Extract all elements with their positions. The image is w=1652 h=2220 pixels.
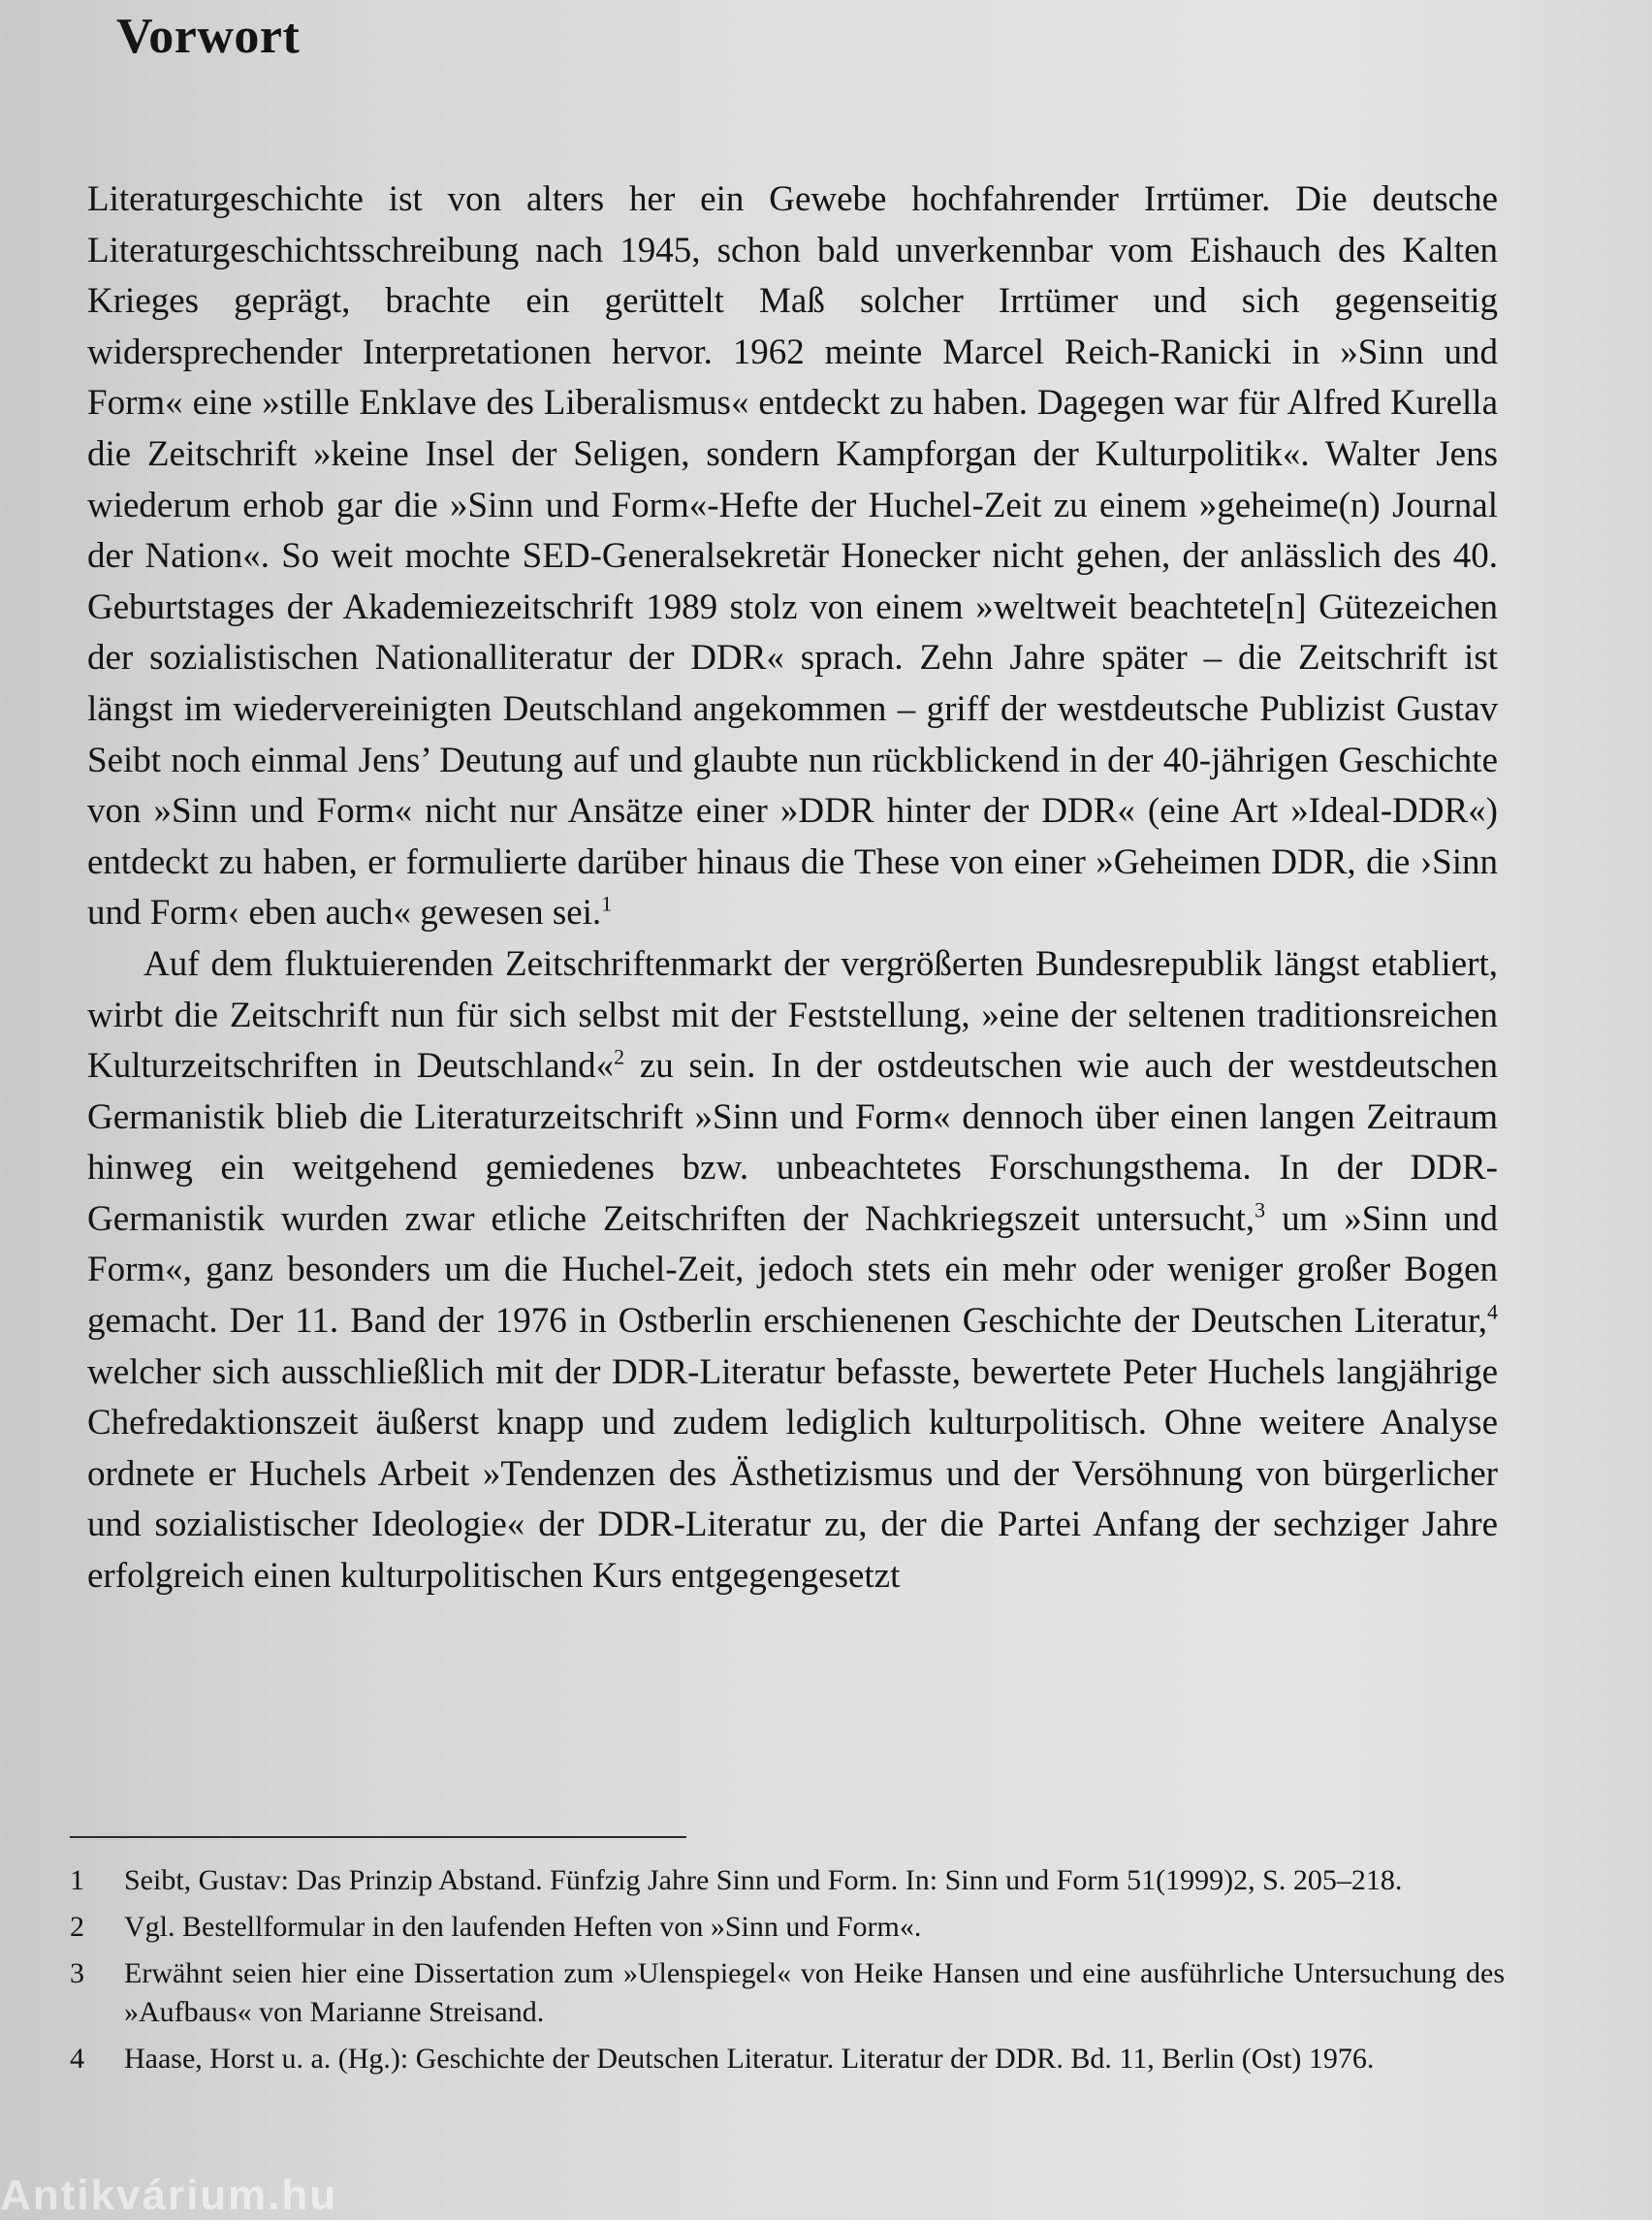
footnote-text: Haase, Horst u. a. (Hg.): Geschichte der Deutschen Literatur. Literatur der DDR. Bd. 11, Berlin (Ost) 1976. [124, 2043, 1375, 2075]
paragraph-2 [87, 939, 1498, 1602]
footnote [70, 1954, 1505, 2032]
body-text [87, 174, 1498, 1602]
footnote-number: 3 [70, 1957, 84, 1989]
watermark: Antikvárium.hu [0, 2172, 338, 2219]
footnote-number: 1 [70, 1864, 84, 1896]
page-title: Vorwort [116, 9, 301, 64]
paragraph-text: welcher sich ausschließlich mit der DDR-Literatur befasste, bewertete Peter Huchels langjährige Chefredaktionszeit äußerst knapp und zudem lediglich kulturpolitisch. Ohne weitere Analyse ordnete er Huchels Arbeit »Tendenzen des Ästhetizismus und der Versöhnung von bürgerlicher und sozialistischer Ideologie« der DDR-Literatur zu, der die Partei Anfang der sechziger Jahre erfolgreich einen kulturpolitischen Kurs entgegengesetzt [87, 1351, 1498, 1597]
footnote [70, 2040, 1505, 2078]
footnote-ref-1: 1 [601, 891, 613, 916]
footnote-text: Vgl. Bestellformular in den laufenden Heften von »Sinn und Form«. [124, 1911, 922, 1943]
paragraph-text: um »Sinn und Form«, ganz besonders um die Huchel-Zeit, jedoch stets ein mehr oder weniger großer Bogen gemacht. Der 11. Band der 1976 in Ostberlin erschienenen Geschichte der Deutschen Literatur, [87, 1198, 1498, 1342]
paragraph-1 [87, 174, 1498, 939]
footnote-ref-3: 3 [1255, 1197, 1266, 1222]
footnote-number: 4 [70, 2043, 84, 2075]
footnote-text: Seibt, Gustav: Das Prinzip Abstand. Fünfzig Jahre Sinn und Form. In: Sinn und Form 51(1999)2, S. 205–218. [124, 1864, 1403, 1896]
footnote [70, 1861, 1505, 1900]
footnote-ref-2: 2 [614, 1044, 625, 1069]
footnote [70, 1908, 1505, 1947]
footnote-divider [70, 1836, 686, 1838]
footnote-text: Erwähnt seien hier eine Dissertation zum »Ulenspiegel« von Heike Hansen und eine ausführliche Untersuchung des »Aufbaus« von Marianne Streisand. [124, 1957, 1505, 2028]
paragraph-text: Auf dem fluktuierenden Zeitschriftenmarkt der vergrößerten Bundesrepublik längst etabliert, wirbt die Zeitschrift nun für sich selbst mit der Feststellung, »eine der seltenen traditionsreichen Kulturzeitschriften in Deutschland« [87, 943, 1498, 1087]
paragraph-text: zu sein. In der ostdeutschen wie auch der westdeutschen Germanistik blieb die Literaturzeitschrift »Sinn und Form« dennoch über einen langen Zeitraum hinweg ein weitgehend gemiedenes bzw. unbeachtetes Forschungsthema. In der DDR-Germanistik wurden zwar etliche Zeitschriften der Nachkriegszeit untersucht, [87, 1046, 1498, 1239]
paragraph-text: Literaturgeschichte ist von alters her ein Gewebe hochfahrender Irrtümer. Die deutsche Literaturgeschichtsschreibung nach 1945, schon bald unverkennbar vom Eishauch des Kalten Krieges geprägt, brachte ein gerüttelt Maß solcher Irrtümer und sich gegenseitig widersprechender Interpretationen hervor. 1962 meinte Marcel Reich-Ranicki in »Sinn und Form« eine »stille Enklave des Liberalismus« entdeckt zu haben. Dagegen war für Alfred Kurella die Zeitschrift »keine Insel der Seligen, sondern Kampforgan der Kulturpolitik«. Walter Jens wiederum erhob gar die »Sinn und Form«-Hefte der Huchel-Zeit zu einem »geheime(n) Journal der Nation«. So weit mochte SED-Generalsekretär Honecker nicht gehen, der anlässlich des 40. Geburtstages der Akademiezeitschrift 1989 stolz von einem »weltweit beachtete[n] Gütezeichen der sozialistischen Nationalliteratur der DDR« sprach. Zehn Jahre später – die Zeitschrift ist längst im wiedervereinigten Deutschland angekommen – griff der westdeutsche Publizist Gustav Seibt noch einmal Jens’ Deutung auf und glaubte nun rückblickend in der 40-jährigen Geschichte von »Sinn und Form« nicht nur Ansätze einer »DDR hinter der DDR« (eine Art »Ideal-DDR«) entdeckt zu haben, er formulierte darüber hinaus die These von einer »Geheimen DDR, die ›Sinn und Form‹ eben auch« gewesen sei. [87, 179, 1498, 934]
footnote-ref-4: 4 [1487, 1299, 1498, 1324]
footnotes [70, 1861, 1505, 2086]
footnote-number: 2 [70, 1911, 84, 1943]
